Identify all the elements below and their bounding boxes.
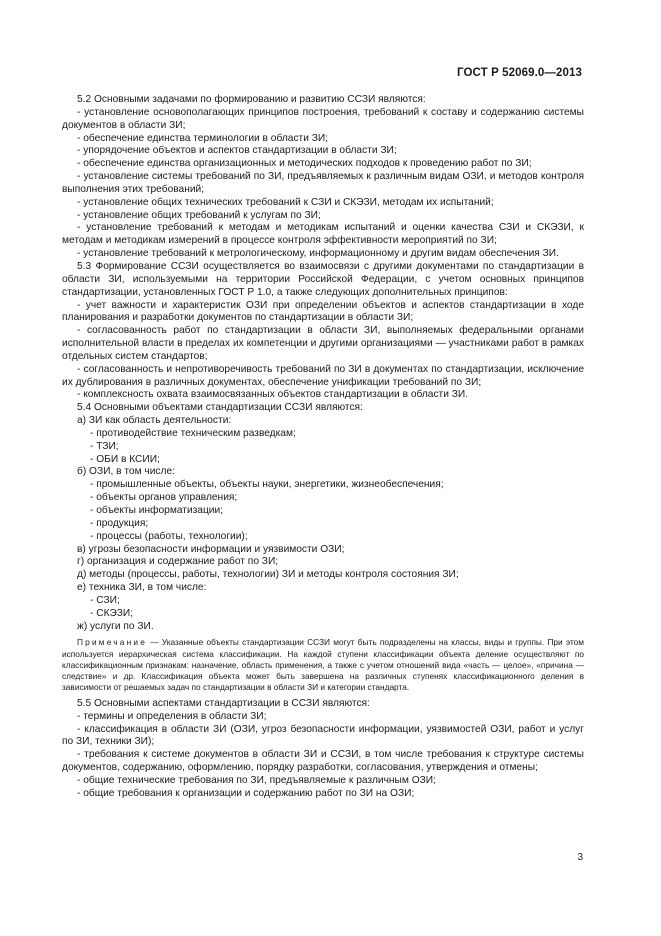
text-line: в) угрозы безопасности информации и уязвимости ОЗИ; [77,543,345,555]
document-body [62,94,584,801]
text-line: - общие требования к организации и содержанию работ по ЗИ на ОЗИ; [77,787,415,799]
text-line: - противодействие техническим разведкам; [90,427,296,439]
text-line: 5.4 Основными объектами стандартизации ССЗИ являются: [77,402,363,414]
text-line: - установление общих технических требований к СЗИ и СКЭЗИ, методам их испытаний; [77,196,494,208]
text-line: д) методы (процессы, работы, технологии) ЗИ и методы контроля состояния ЗИ; [77,569,459,581]
text-line: а) ЗИ как область деятельности: [77,415,232,427]
text-line: б) ОЗИ, в том числе: [77,466,175,478]
text-line: - продукция; [90,517,149,529]
text-line: 5.3 Формирование ССЗИ осуществляется во взаимосвязи с другими документами по стандартизации в области ЗИ, используемыми на территории Российской Федерации, с учетом основных принципов стандартизации, установленных ГОСТ Р 1.0, а также следующих дополнительных принципов: [62,260,584,298]
note-paragraph [62,637,584,692]
text-line: - СЗИ; [90,594,120,606]
text-line: - промышленные объекты, объекты науки, энергетики, жизнеобеспечения; [90,479,444,491]
note-label: Примечание [77,637,148,648]
text-line: 5.5 Основными аспектами стандартизации в ССЗИ являются: [77,697,370,709]
text-line: - установление системы требований по ЗИ, предъявляемых к различным видам ОЗИ, и методов контроля выполнения этих требований; [62,171,584,195]
document-id-header: ГОСТ Р 52069.0—2013 [457,67,582,79]
section-5-5 [62,698,584,801]
text-line: ж) услуги по ЗИ. [77,620,154,632]
text-line: - учет важности и характеристик ОЗИ при определении объектов и аспектов стандартизации в ходе планирования и разработки документов по стандартизации в области ЗИ; [62,299,584,324]
sections-5-2-to-5-4 [62,94,584,633]
text-line: - термины и определения в области ЗИ; [77,710,267,722]
text-line: - согласованность работ по стандартизации в области ЗИ, выполняемых федеральными органами исполнительной власти в пределах их компетенции и другими организациями — участниками работ в рамках отдельных систем стандартов; [62,325,584,362]
page-number: 3 [577,852,583,863]
text-line: - ОБИ в КСИИ; [90,453,160,465]
text-line: - установление общих требований к услугам по ЗИ; [77,209,321,221]
text-line: - согласованность и непротиворечивость требований по ЗИ в документах по стандартизации, исключение их дублирования в различных документах, обеспечение унификации требований по ЗИ; [62,363,584,388]
text-line: 5.2 Основными задачами по формированию и развитию ССЗИ являются: [77,94,426,105]
text-line: - установление требований к метрологическому, информационному и другим видам обеспечения ЗИ. [77,248,559,260]
text-line: - упорядочение объектов и аспектов стандартизации в области ЗИ; [77,145,397,157]
text-line: - установление требований к методам и методикам испытаний и оценки качества СЗИ и СКЭЗИ, к методам и методикам измерений в процессе контроля эффективности мероприятий по ЗИ; [62,222,584,247]
text-line: - классификация в области ЗИ (ОЗИ, угроз безопасности информации, уязвимостей ОЗИ, работ и услуг по ЗИ, техники ЗИ); [62,723,584,748]
text-line: - обеспечение единства терминологии в области ЗИ; [77,132,329,144]
text-line: - объекты органов управления; [90,492,238,504]
text-line: - комплексность охвата взаимосвязанных объектов стандартизации в области ЗИ. [77,389,469,401]
text-line: - требования к системе документов в области ЗИ и ССЗИ, в том числе требования к структуре системы документов, содержанию, оформлению, порядку разработки, согласования, утверждения и отмены; [62,749,584,774]
text-line: - объекты информатизации; [90,505,224,516]
text-line: г) организация и содержание работ по ЗИ; [77,556,279,568]
text-line: - процессы (работы, технологии); [90,530,248,542]
text-line: - СКЭЗИ; [90,607,134,619]
note-text: — Указанные объекты стандартизации ССЗИ могут быть подразделены на классы, виды и группы. При этом используется иерархическая система классификации. На каждой ступени классификации объекта деление осуществляют по классификационным признакам: назначение, область применения, а также с учетом отношений вида «часть — целое», «причина — следствие» и др. Классификация объекта может быть завершена на различных ступенях классификационного деления в зависимости от решаемых задач по стандартизации в области ЗИ и категории стандарта. [62,637,584,692]
text-line: е) техника ЗИ, в том числе: [77,582,207,594]
text-line: - обеспечение единства организационных и методических подходов к проведению работ по ЗИ; [77,158,532,170]
text-line: - общие технические требования по ЗИ, предъявляемые к различным ОЗИ; [77,774,436,786]
text-line: - ТЗИ; [90,440,119,452]
text-line: - установление основополагающих принципов построения, требований к составу и содержанию системы документов в области ЗИ; [62,106,584,131]
